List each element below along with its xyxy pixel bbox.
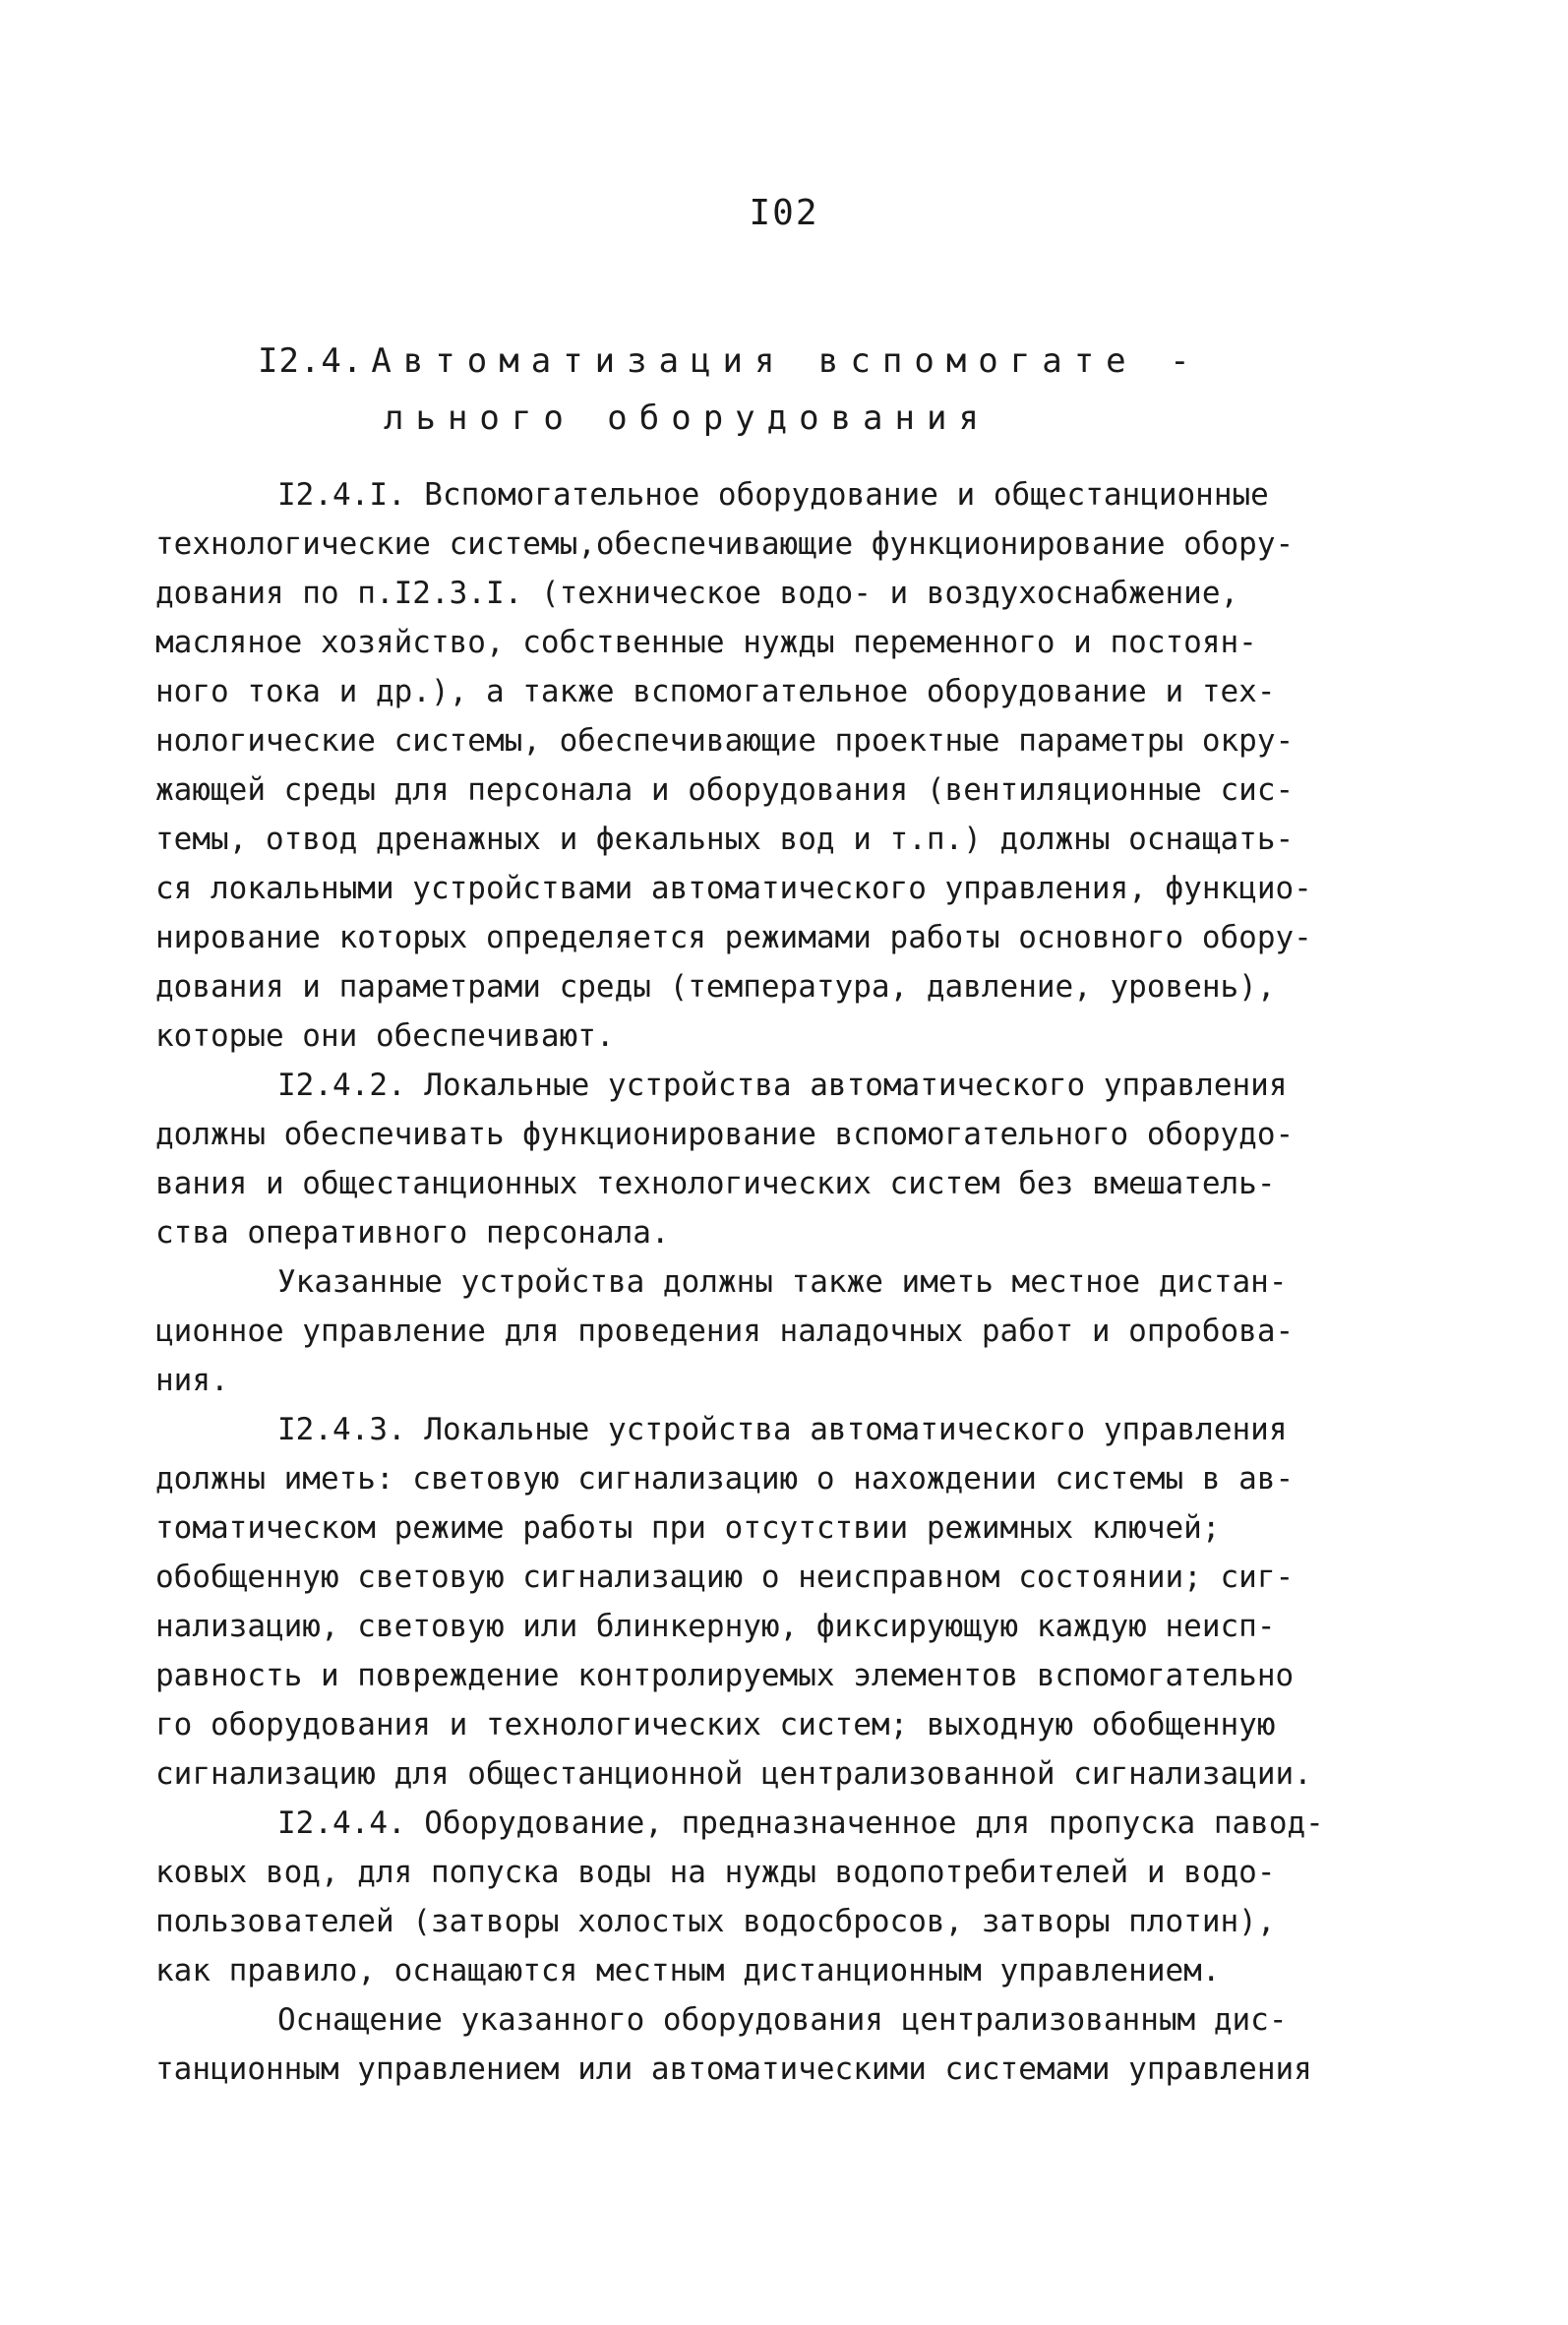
paragraph-line: ства оперативного персонала.: [155, 1215, 670, 1251]
paragraph-line: сигнализацию для общестанционной централизованной сигнализации.: [155, 1756, 1312, 1792]
section-title-line-2: льного оборудования: [384, 398, 991, 438]
section-number: I2.4.: [258, 341, 364, 381]
paragraph-line: I2.4.3. Локальные устройства автоматического управления: [277, 1412, 1288, 1447]
paragraph-line: ния.: [155, 1363, 229, 1398]
paragraph-line: I2.4.2. Локальные устройства автоматического управления: [277, 1068, 1288, 1103]
paragraph-line: нологические системы, обеспечивающие проектные параметры окру-: [155, 723, 1295, 759]
paragraph-line: ционное управление для проведения наладочных работ и опробова-: [155, 1314, 1295, 1349]
paragraph-line: обобщенную световую сигнализацию о неисправном состоянии; сиг-: [155, 1560, 1295, 1595]
paragraph-line: I2.4.I. Вспомогательное оборудование и общестанционные: [277, 477, 1269, 513]
paragraph-line: дования и параметрами среды (температура, давление, уровень),: [155, 969, 1276, 1005]
paragraph-line: го оборудования и технологических систем; выходную обобщенную: [155, 1707, 1276, 1743]
paragraph-line: дования по п.I2.3.I. (техническое водо- и воздухоснабжение,: [155, 576, 1239, 611]
paragraph-line: пользователей (затворы холостых водосбросов, затворы плотин),: [155, 1904, 1276, 1939]
paragraph-line: нирование которых определяется режимами работы основного обору-: [155, 920, 1312, 955]
paragraph-line: вания и общестанционных технологических систем без вмешатель-: [155, 1166, 1276, 1201]
paragraph-line: темы, отвод дренажных и фекальных вод и т.п.) должны оснащать-: [155, 822, 1295, 857]
body-text: [155, 470, 1434, 2094]
paragraph-line: должны обеспечивать функционирование вспомогательного оборудо-: [155, 1117, 1295, 1152]
paragraph-line: технологические системы,обеспечивающие функционирование обору-: [155, 526, 1295, 562]
paragraph-line: нализацию, световую или блинкерную, фиксирующую каждую неисп-: [155, 1609, 1276, 1644]
paragraph-line: как правило, оснащаются местным дистанционным управлением.: [155, 1953, 1221, 1988]
paragraph-line: которые они обеспечивают.: [155, 1018, 615, 1054]
paragraph-line: должны иметь: световую сигнализацию о нахождении системы в ав-: [155, 1461, 1295, 1497]
page-number: I02: [749, 193, 819, 233]
paragraph-line: I2.4.4. Оборудование, предназначенное для пропуска павод-: [277, 1805, 1324, 1841]
paragraph-line: Оснащение указанного оборудования централизованным дис-: [277, 2002, 1288, 2038]
paragraph-line: масляное хозяйство, собственные нужды переменного и постоян-: [155, 625, 1257, 660]
paragraph-line: ковых вод, для попуска воды на нужды водопотребителей и водо-: [155, 1855, 1276, 1890]
paragraph-line: томатическом режиме работы при отсутствии режимных ключей;: [155, 1510, 1221, 1546]
section-title-line-1: [258, 333, 1438, 390]
paragraph-line: танционным управлением или автоматическими системами управления: [155, 2051, 1312, 2087]
paragraph-line: жающей среды для персонала и оборудования (вентиляционные сис-: [155, 772, 1295, 808]
section-heading: [258, 333, 1438, 447]
section-title-part-1: Автоматизация вспомогате -: [371, 341, 1202, 381]
paragraph-line: равность и повреждение контролируемых элементов вспомогательно: [155, 1658, 1295, 1693]
paragraph-line: Указанные устройства должны также иметь местное дистан-: [277, 1264, 1288, 1300]
paragraph-line: ся локальными устройствами автоматического управления, функцио-: [155, 871, 1312, 906]
paragraph-line: ного тока и др.), а также вспомогательное оборудование и тех-: [155, 674, 1276, 709]
